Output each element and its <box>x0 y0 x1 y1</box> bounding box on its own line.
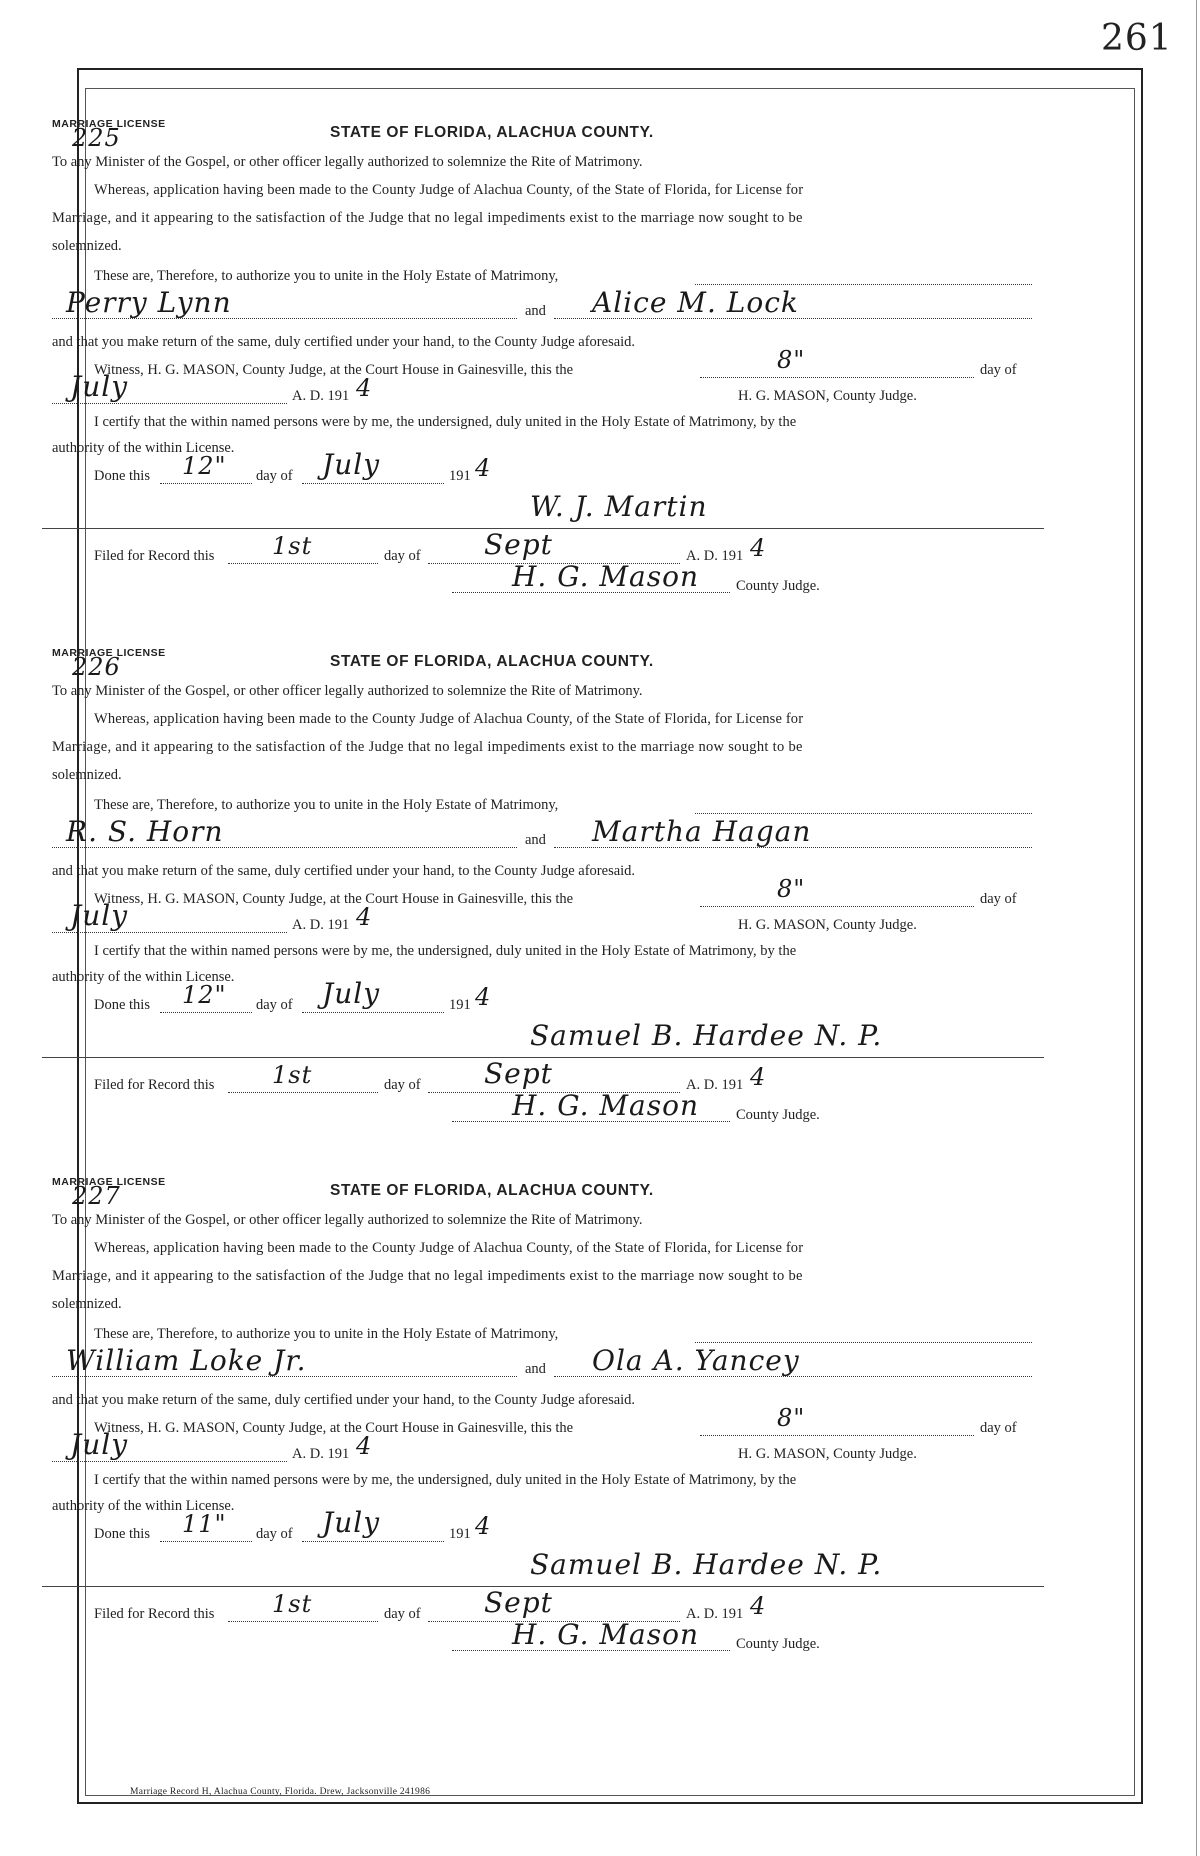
officiant-signature: Samuel B. Hardee N. P. <box>530 1019 883 1052</box>
officiant-signature: W. J. Martin <box>530 490 708 523</box>
license-number: 226 <box>72 653 121 681</box>
done-month-leader <box>302 1012 444 1013</box>
witness-day: 8" <box>777 346 806 374</box>
whereas-line-3: solemnized. <box>52 767 122 783</box>
witness-day-leader <box>700 377 974 378</box>
witness-month: July <box>70 370 129 403</box>
filed-month: Sept <box>484 1586 553 1619</box>
marriage-license <box>52 647 1034 1167</box>
county-judge-label: County Judge. <box>736 1636 820 1652</box>
done-month: July <box>322 1506 381 1539</box>
witness-year: 4 <box>356 903 373 931</box>
filed-signature: H. G. Mason <box>512 1618 700 1651</box>
filed-signature: H. G. Mason <box>512 1089 700 1122</box>
witness-day-leader <box>700 1435 974 1436</box>
to-any-minister: To any Minister of the Gospel, or other officer legally authorized to solemnize the Rite of Matrimony. <box>52 154 643 170</box>
bride-name: Ola A. Yancey <box>592 1344 800 1377</box>
ad-year-label: A. D. 191 <box>292 1446 350 1462</box>
dotted-leader <box>695 284 1032 285</box>
witness-month-leader <box>52 403 287 404</box>
day-of-word: day of <box>384 1606 421 1622</box>
filed-day-leader <box>228 563 378 564</box>
day-of-word: day of <box>980 362 1017 378</box>
done-day-leader <box>160 1012 252 1013</box>
whereas-line-2: Marriage, and it appearing to the satisfaction of the Judge that no legal impediments exist to the marriage now sought to be <box>52 739 803 755</box>
filed-day-leader <box>228 1621 378 1622</box>
license-number: 227 <box>72 1182 121 1210</box>
judge-signature-line: H. G. MASON, County Judge. <box>738 1446 917 1462</box>
filed-label: Filed for Record this <box>94 1606 215 1622</box>
done-this-label: Done this <box>94 468 150 484</box>
county-judge-label: County Judge. <box>736 578 820 594</box>
bride-name: Martha Hagan <box>592 815 812 848</box>
day-of-word: day of <box>256 468 293 484</box>
whereas-line-1: Whereas, application having been made to the County Judge of Alachua County, of the State of Florida, for License for <box>94 711 804 727</box>
certify-line-1: I certify that the within named persons were by me, the undersigned, duly united in the Holy Estate of Matrimony, by the <box>94 943 797 959</box>
witness-month: July <box>70 1428 129 1461</box>
done-this-label: Done this <box>94 997 150 1013</box>
whereas-line-1: Whereas, application having been made to the County Judge of Alachua County, of the State of Florida, for License for <box>94 182 804 198</box>
groom-name: Perry Lynn <box>66 286 232 319</box>
done-day-leader <box>160 1541 252 1542</box>
marriage-license <box>52 1176 1034 1696</box>
filed-year: 4 <box>750 1592 767 1620</box>
witness-month-leader <box>52 932 287 933</box>
make-return-line: and that you make return of the same, duly certified under your hand, to the County Judge aforesaid. <box>52 863 636 879</box>
license-label: MARRIAGE LICENSE <box>52 118 166 130</box>
groom-name: William Loke Jr. <box>66 1344 307 1377</box>
filed-year: 4 <box>750 534 767 562</box>
filed-ad-label: A. D. 191 <box>686 548 744 564</box>
year-label: 191 <box>449 1526 471 1542</box>
done-month-leader <box>302 1541 444 1542</box>
and-word: and <box>525 303 546 319</box>
filed-ad-label: A. D. 191 <box>686 1077 744 1093</box>
day-of-word: day of <box>256 997 293 1013</box>
page-edge-rule <box>1196 0 1197 1856</box>
day-of-word: day of <box>980 891 1017 907</box>
done-month: July <box>322 448 381 481</box>
done-day: 12" <box>182 452 227 480</box>
done-month: July <box>322 977 381 1010</box>
done-month-leader <box>302 483 444 484</box>
filed-month: Sept <box>484 528 553 561</box>
day-of-word: day of <box>384 548 421 564</box>
done-day: 11" <box>182 1510 227 1538</box>
certify-line-1: I certify that the within named persons were by me, the undersigned, duly united in the Holy Estate of Matrimony, by the <box>94 1472 797 1488</box>
done-year: 4 <box>475 1512 492 1540</box>
and-word: and <box>525 1361 546 1377</box>
filed-signature: H. G. Mason <box>512 560 700 593</box>
make-return-line: and that you make return of the same, duly certified under your hand, to the County Judge aforesaid. <box>52 334 636 350</box>
state-heading: STATE OF FLORIDA, ALACHUA COUNTY. <box>330 653 654 670</box>
license-label: MARRIAGE LICENSE <box>52 647 166 659</box>
marriage-license <box>52 118 1034 638</box>
witness-day: 8" <box>777 1404 806 1432</box>
witness-month: July <box>70 899 129 932</box>
these-are-line: These are, Therefore, to authorize you to unite in the Holy Estate of Matrimony, <box>94 1326 559 1342</box>
ad-year-label: A. D. 191 <box>292 388 350 404</box>
certify-line-1: I certify that the within named persons were by me, the undersigned, duly united in the Holy Estate of Matrimony, by the <box>94 414 797 430</box>
license-label: MARRIAGE LICENSE <box>52 1176 166 1188</box>
witness-line: Witness, H. G. MASON, County Judge, at the Court House in Gainesville, this the <box>94 362 574 378</box>
county-judge-label: County Judge. <box>736 1107 820 1123</box>
filed-label: Filed for Record this <box>94 1077 215 1093</box>
dotted-leader <box>695 1342 1032 1343</box>
witness-year: 4 <box>356 374 373 402</box>
witness-day: 8" <box>777 875 806 903</box>
witness-year: 4 <box>356 1432 373 1460</box>
bride-name: Alice M. Lock <box>592 286 799 319</box>
officiant-signature: Samuel B. Hardee N. P. <box>530 1548 883 1581</box>
certify-line-2: authority of the within License. <box>52 969 235 985</box>
filed-label: Filed for Record this <box>94 548 215 564</box>
year-label: 191 <box>449 997 471 1013</box>
day-of-word: day of <box>256 1526 293 1542</box>
dotted-leader <box>695 813 1032 814</box>
these-are-line: These are, Therefore, to authorize you to unite in the Holy Estate of Matrimony, <box>94 268 559 284</box>
state-heading: STATE OF FLORIDA, ALACHUA COUNTY. <box>330 1182 654 1199</box>
judge-signature-line: H. G. MASON, County Judge. <box>738 917 917 933</box>
state-heading: STATE OF FLORIDA, ALACHUA COUNTY. <box>330 124 654 141</box>
witness-line: Witness, H. G. MASON, County Judge, at the Court House in Gainesville, this the <box>94 891 574 907</box>
judge-signature-line: H. G. MASON, County Judge. <box>738 388 917 404</box>
witness-month-leader <box>52 1461 287 1462</box>
page-footer: Marriage Record H, Alachua County, Florida. Drew, Jacksonville 241986 <box>130 1787 431 1797</box>
filed-day: 1st <box>272 532 313 560</box>
whereas-line-2: Marriage, and it appearing to the satisfaction of the Judge that no legal impediments exist to the marriage now sought to be <box>52 1268 803 1284</box>
ad-year-label: A. D. 191 <box>292 917 350 933</box>
witness-day-leader <box>700 906 974 907</box>
year-label: 191 <box>449 468 471 484</box>
filed-month: Sept <box>484 1057 553 1090</box>
page-number: 261 <box>1101 18 1173 59</box>
done-day-leader <box>160 483 252 484</box>
done-this-label: Done this <box>94 1526 150 1542</box>
these-are-line: These are, Therefore, to authorize you to unite in the Holy Estate of Matrimony, <box>94 797 559 813</box>
certify-line-2: authority of the within License. <box>52 1498 235 1514</box>
filed-day: 1st <box>272 1590 313 1618</box>
whereas-line-3: solemnized. <box>52 238 122 254</box>
filed-day: 1st <box>272 1061 313 1089</box>
day-of-word: day of <box>384 1077 421 1093</box>
certify-line-2: authority of the within License. <box>52 440 235 456</box>
done-year: 4 <box>475 983 492 1011</box>
done-day: 12" <box>182 981 227 1009</box>
license-number: 225 <box>72 124 121 152</box>
done-year: 4 <box>475 454 492 482</box>
filed-year: 4 <box>750 1063 767 1091</box>
groom-name: R. S. Horn <box>66 815 224 848</box>
whereas-line-3: solemnized. <box>52 1296 122 1312</box>
whereas-line-1: Whereas, application having been made to the County Judge of Alachua County, of the State of Florida, for License for <box>94 1240 804 1256</box>
to-any-minister: To any Minister of the Gospel, or other officer legally authorized to solemnize the Rite of Matrimony. <box>52 683 643 699</box>
filed-ad-label: A. D. 191 <box>686 1606 744 1622</box>
and-word: and <box>525 832 546 848</box>
day-of-word: day of <box>980 1420 1017 1436</box>
whereas-line-2: Marriage, and it appearing to the satisfaction of the Judge that no legal impediments exist to the marriage now sought to be <box>52 210 803 226</box>
filed-day-leader <box>228 1092 378 1093</box>
to-any-minister: To any Minister of the Gospel, or other officer legally authorized to solemnize the Rite of Matrimony. <box>52 1212 643 1228</box>
make-return-line: and that you make return of the same, duly certified under your hand, to the County Judge aforesaid. <box>52 1392 636 1408</box>
witness-line: Witness, H. G. MASON, County Judge, at the Court House in Gainesville, this the <box>94 1420 574 1436</box>
